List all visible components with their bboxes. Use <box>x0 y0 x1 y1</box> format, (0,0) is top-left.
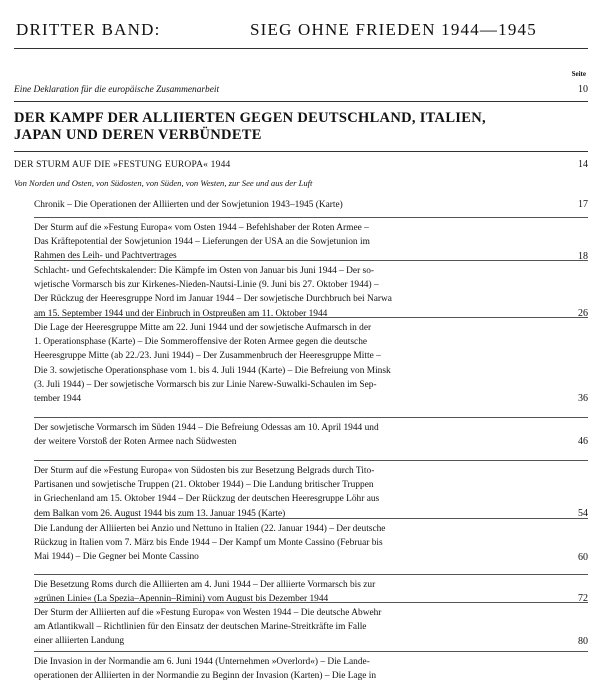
toc-entry-line: Mai 1944) – Die Gegner bei Monte Cassino <box>34 552 199 563</box>
toc-entry <box>34 421 588 449</box>
toc-entry-line: Die Besetzung Roms durch die Alliierten am 4. Juni 1944 – Der alliierte Vormarsch bis zur <box>34 580 376 590</box>
entry-rule <box>34 217 588 218</box>
toc-entry-line: Schlacht- und Gefechtskalender: Die Kämpfe im Osten von Januar bis Juni 1944 – Der so- <box>34 266 375 276</box>
page-number: 17 <box>578 199 588 211</box>
toc-entry-line: Chronik – Die Operationen der Alliierten und der Sowjetunion 1943–1945 (Karte) <box>34 200 343 210</box>
toc-entry-line: Die Landung der Alliierten bei Anzio und Nettuno in Italien (22. Januar 1944) – Der deutsche <box>34 524 386 534</box>
toc-entry-line: Die Lage der Heeresgruppe Mitte am 22. Juni 1944 und der sowjetische Aufmarsch in der <box>34 323 372 333</box>
entry-rule <box>34 260 588 261</box>
entry-rule <box>34 317 588 318</box>
subsection-row <box>14 158 588 172</box>
directions-text: Von Norden und Osten, von Südosten, von Süden, von Westen, zur See und aus der Luft <box>14 178 313 188</box>
page-number: 36 <box>578 393 588 405</box>
toc-entry-line: Die Invasion in der Normandie am 6. Juni 1944 (Unternehmen »Overlord«) – Die Lande- <box>34 657 370 667</box>
volume-label: DRITTER BAND: <box>16 20 161 39</box>
declaration-title: Eine Deklaration für die europäische Zusammenarbeit <box>14 85 220 95</box>
toc-entry-line: Der sowjetische Vormarsch im Süden 1944 – Die Befreiung Odessas am 10. April 1944 und <box>34 423 379 433</box>
page-number: 18 <box>578 250 588 262</box>
toc-entry-line: einer alliierten Landung <box>34 636 125 647</box>
entry-rule <box>34 574 588 575</box>
entry-rule <box>34 417 588 418</box>
directions-row <box>14 176 588 190</box>
toc-entry <box>34 264 588 321</box>
section-title-line-1: DER KAMPF DER ALLIIERTEN GEGEN DEUTSCHLAND, ITALIEN, <box>14 110 486 126</box>
entry-rule <box>34 602 588 603</box>
page-number: 72 <box>578 593 588 605</box>
volume-title: SIEG OHNE FRIEDEN 1944—1945 <box>250 20 537 39</box>
toc-entry-line: Der Sturm auf die »Festung Europa« von Südosten bis zur Besetzung Belgrads durch Tito- <box>34 466 375 476</box>
toc-entry <box>34 321 588 406</box>
toc-entry <box>34 221 588 264</box>
toc-entry-line: in Griechenland am 15. Oktober 1944 – Der Rückzug der deutschen Heeresgruppe Löhr aus <box>34 494 380 505</box>
toc-entry-line: am Atlantikwall – Richtlinien für den Einsatz der deutschen Marine-Streitkräfte im Falle <box>34 622 367 633</box>
declaration-row <box>14 83 588 97</box>
toc-entry-line: Die 3. sowjetische Operationsphase vom 1. bis 4. Juli 1944 (Karte) – Die Befreiung von Minsk <box>34 365 391 376</box>
toc-entry-line: wjetische Vormarsch bis zur Kirkenes-Nieden-Nautsi-Linie (9. Juni bis 27. Oktober 1944) – <box>34 280 379 291</box>
page-number: 26 <box>578 307 588 319</box>
section-rule <box>14 101 588 102</box>
subsection-rule <box>14 151 588 152</box>
toc-entry-line: Der Sturm auf die »Festung Europa« vom Osten 1944 – Befehlshaber der Roten Armee – <box>34 223 369 233</box>
toc-entry-line: Partisanen und sowjetische Truppen (21. Oktober 1944) – Die Landung britischer Truppen <box>34 480 374 491</box>
header-rule <box>14 48 588 49</box>
toc-entry-line: dem Balkan vom 26. August 1944 bis zum 13. Januar 1945 (Karte) <box>34 508 286 519</box>
entry-rule <box>34 460 588 461</box>
toc-entry-line: tember 1944 <box>34 394 82 405</box>
page-number: 14 <box>578 159 588 171</box>
page-number: 46 <box>578 436 588 448</box>
page-number: 60 <box>578 551 588 563</box>
subsection-title: DER STURM AUF DIE »FESTUNG EUROPA« 1944 <box>14 160 231 170</box>
page-number: 80 <box>578 635 588 647</box>
toc-entry-line: Der Sturm der Alliierten auf die »Festung Europa« von Westen 1944 – Die deutsche Abwehr <box>34 608 382 618</box>
toc-entry <box>34 522 588 565</box>
toc-entry <box>34 198 588 212</box>
toc-entry-line: (3. Juli 1944) – Der sowjetische Vormarsch bis zur Linie Narew-Suwalki-Schaulen im Sep- <box>34 379 377 390</box>
toc-entry-line: Rahmen des Leih- und Pachtvertrages <box>34 251 177 262</box>
toc-entry-line: am 15. September 1944 und der Einbruch in Ostpreußen am 11. Oktober 1944 <box>34 308 328 319</box>
section-title-line-2: JAPAN UND DEREN VERBÜNDETE <box>14 127 262 143</box>
toc-entry-line: Das Kräftepotential der Sowjetunion 1944 – Lieferungen der USA an die Sowjetunion im <box>34 237 370 248</box>
toc-entry-line: Heeresgruppe Mitte (ab 22./23. Juni 1944) – Der Zusammenbruch der Heeresgruppe Mitte – <box>34 351 381 362</box>
toc-entry-line: Rückzug in Italien vom 7. März bis Ende 1944 – Der Kampf um Monte Cassino (Februar bis <box>34 538 383 549</box>
page-column-label: Seite <box>571 70 586 78</box>
toc-entry-line: der weitere Vorstoß der Roten Armee nach Südwesten <box>34 437 237 448</box>
entry-rule <box>34 518 588 519</box>
page-number: 54 <box>578 507 588 519</box>
toc-entry <box>34 606 588 649</box>
toc-entry-line: Der Rückzug der Heeresgruppe Nord im Januar 1944 – Der sowjetische Durchbruch bei Narwa <box>34 294 392 305</box>
toc-entry-line: operationen der Alliierten in der Normandie zu Beginn der Invasion (Karten) – Die Lage in <box>34 671 377 682</box>
toc-entry-line: »grünen Linie« (La Spezia–Apennin–Rimini) vom August bis Dezember 1944 <box>34 594 329 605</box>
toc-entry <box>34 655 588 683</box>
page-number: 10 <box>578 84 588 96</box>
section-heading <box>14 110 588 144</box>
toc-entry-line: 1. Operationsphase (Karte) – Die Sommeroffensive der Roten Armee gegen die deutsche <box>34 337 368 348</box>
entry-rule <box>34 651 588 652</box>
toc-entry <box>34 464 588 521</box>
